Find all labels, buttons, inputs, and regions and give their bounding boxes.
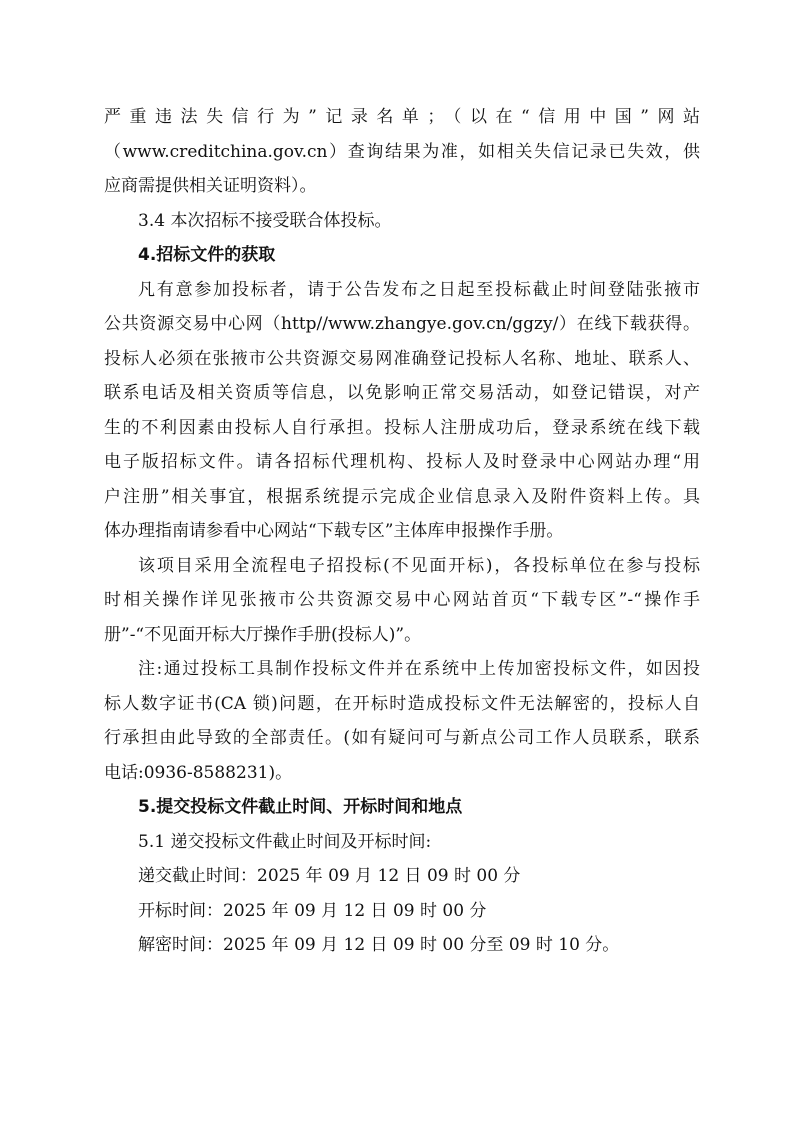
text-line: 册”-“不见面开标大厅操作手册(投标人)”。 <box>104 624 422 645</box>
text-line: 该项目采用全流程电子招投标(不见面开标)，各投标单位在参与投标 <box>138 555 700 576</box>
text-line: 凡有意参加投标者，请于公告发布之日起至投标截止时间登陆张掖市 <box>138 279 700 300</box>
section-heading-5: 5.提交投标文件截止时间、开标时间和地点 <box>138 797 463 817</box>
text-line: 时相关操作详见张掖市公共资源交易中心网站首页“下载专区”-“操作手 <box>104 590 700 610</box>
text-line: 公共资源交易中心网（http//www.zhangye.gov.cn/ggzy/）在线下载获得。 <box>104 314 700 334</box>
section-heading-4: 4.招标文件的获取 <box>138 245 276 265</box>
text-line: 电话:0936-8588231)。 <box>104 762 293 783</box>
decryption-time: 解密时间：2025 年 09 月 12 日 09 时 00 分至 09 时 10 分。 <box>138 935 620 955</box>
text-line: 3.4 本次招标不接受联合体投标。 <box>138 210 392 231</box>
text-line: 联系电话及相关资质等信息，以免影响正常交易活动，如登记错误，对产 <box>104 383 700 403</box>
text-line: 严重违法失信行为”记录名单；（以在“信用中国”网站 <box>104 107 700 127</box>
text-line: 应商需提供相关证明资料）。 <box>104 176 317 196</box>
subsection-5-1: 5.1 递交投标文件截止时间及开标时间: <box>138 831 432 852</box>
document-body <box>104 100 700 963</box>
text-line: 投标人必须在张掖市公共资源交易网准确登记投标人名称、地址、联系人、 <box>104 348 700 369</box>
opening-time: 开标时间：2025 年 09 月 12 日 09 时 00 分 <box>138 900 487 921</box>
text-line: 行承担由此导致的全部责任。(如有疑问可与新点公司工作人员联系，联系 <box>104 728 700 748</box>
text-line: 户注册”相关事宜，根据系统提示完成企业信息录入及附件资料上传。具 <box>104 486 700 507</box>
text-line: 注:通过投标工具制作投标文件并在系统中上传加密投标文件，如因投 <box>138 659 700 679</box>
text-line: 标人数字证书(CA 锁)问题，在开标时造成投标文件无法解密的，投标人自 <box>104 693 700 714</box>
submission-deadline: 递交截止时间：2025 年 09 月 12 日 09 时 00 分 <box>138 866 521 886</box>
text-line: 电子版招标文件。请各招标代理机构、投标人及时登录中心网站办理“用 <box>104 452 700 472</box>
text-line: 体办理指南请参看中心网站“下载专区”主体库申报操作手册。 <box>104 521 564 541</box>
text-line: 生的不利因素由投标人自行承担。投标人注册成功后，登录系统在线下载 <box>104 417 700 438</box>
text-line: （www.creditchina.gov.cn）查询结果为准，如相关失信记录已失效，供 <box>104 141 700 162</box>
